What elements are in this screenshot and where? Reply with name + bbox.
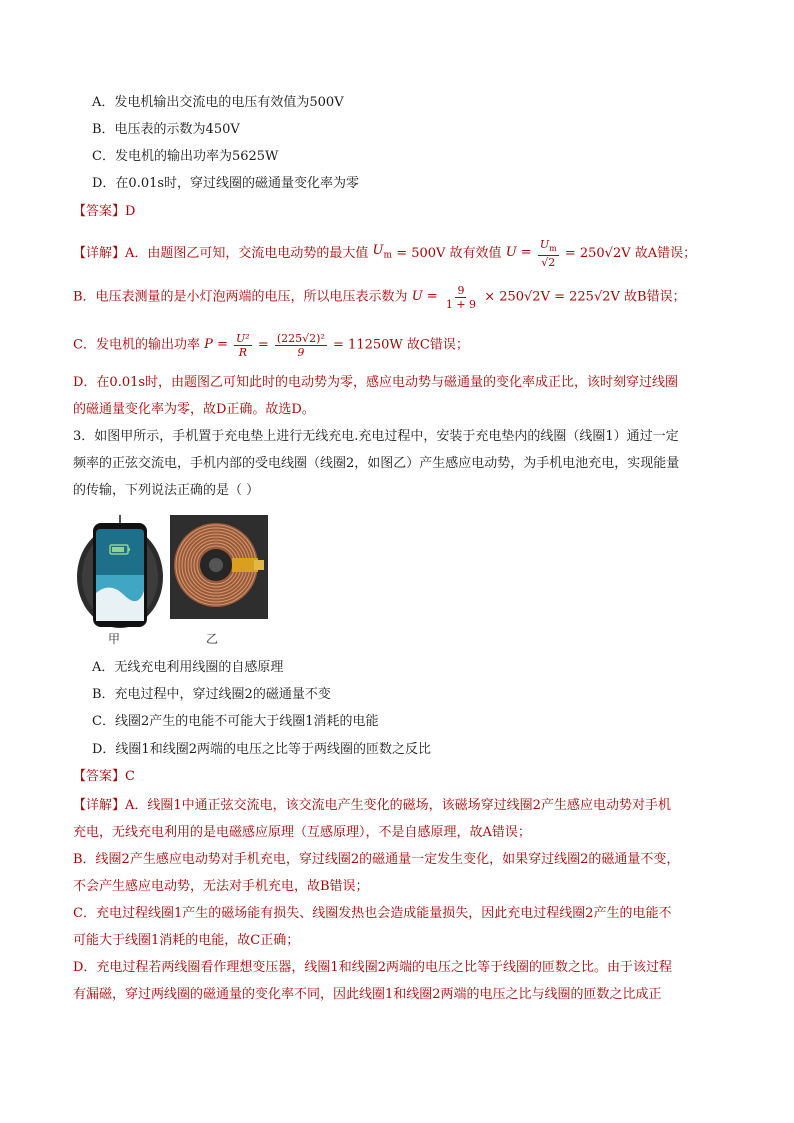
detail-a-val: = 500V 故有效值 — [396, 245, 502, 261]
q3-stem-line3: 的传输，下列说法正确的是（ ） — [73, 483, 260, 498]
q3-detail-line3: B．线圈2产生感应电动势对手机充电，穿过线圈2的磁通量一定发生变化，如果穿过线圈2的磁通量不变， — [73, 852, 680, 867]
frac-den: 9 — [297, 345, 305, 359]
um-sub: m — [383, 250, 393, 261]
detail-a-text: A．由题图乙可知，交流电电动势的最大值 — [125, 245, 369, 261]
q3-detail-line8: 有漏磁，穿过两线圈的磁通量的变化率不同，因此线圈1和线圈2两端的电压之比与线圈的匝数之比成正 — [73, 987, 662, 1002]
q3-stem-line2: 频率的正弦交流电，手机内部的受电线圈（线圈2，如图乙）产生感应电动势，为手机电池充电，实现能量 — [73, 456, 680, 471]
frac-den: R — [238, 345, 247, 359]
q2-option-c: C．发电机的输出功率为5625W — [92, 149, 279, 164]
detail-b-text: B．电压表测量的是小灯泡两端的电压，所以电压表示数为 — [73, 289, 408, 305]
q2-detail-d-line2: 的磁通量变化率为零，故D正确。故选D。 — [73, 402, 315, 417]
answer-tag: 【答案】 — [73, 769, 126, 784]
detail-tag: 【详解】 — [73, 245, 126, 261]
um-symbol — [373, 236, 393, 271]
q2-option-a: A．发电机输出交流电的电压有效值为500V — [92, 95, 344, 110]
q3-option-a: A．无线充电利用线圈的自感原理 — [92, 660, 284, 675]
detail-b-fraction — [444, 284, 478, 311]
detail-c-eq: = — [257, 337, 269, 353]
frac-num: U² — [236, 331, 250, 345]
frac-den: 1 + 9 — [445, 297, 477, 311]
detail-a-result: = 250√2V 故A错误； — [564, 245, 697, 261]
detail-c-fraction-1 — [234, 332, 252, 359]
q2-answer — [73, 202, 135, 222]
frac-num: (225√2)² — [276, 331, 325, 345]
detail-b-result: × 250√2V = 225√2V 故B错误； — [484, 289, 686, 305]
q3-detail-line2: 充电，无线充电利用的是电磁感应原理（互感原理），不是自感原理，故A错误； — [73, 825, 531, 840]
um-u: U — [372, 243, 384, 258]
q3-detail-line1 — [73, 796, 671, 816]
q3-detail-line7: D．充电过程若两线圈看作理想变压器，线圈1和线圈2两端的电压之比等于线圈的匝数之比。由于该过程 — [73, 960, 672, 975]
frac-num: 9 — [457, 283, 465, 297]
detail-c-lhs: P = — [204, 337, 228, 352]
figure-label-b: 乙 — [206, 632, 219, 646]
q3-option-b: B．充电过程中，穿过线圈2的磁通量不变 — [92, 687, 331, 702]
frac-den: √2 — [541, 255, 556, 269]
q3-detail-line4: 不会产生感应电动势，无法对手机充电，故B错误； — [73, 879, 369, 894]
q2-detail-b — [73, 282, 686, 313]
detail-c-result: = 11250W 故C错误； — [333, 337, 469, 353]
q2-detail-d-line1: D．在0.01s时，由题图乙可知此时的电动势为零，感应电动势与磁通量的变化率成正比，该时刻穿过线圈 — [73, 375, 679, 390]
answer-tag: 【答案】 — [73, 204, 126, 219]
q2-option-b: B．电压表的示数为450V — [92, 122, 240, 137]
q2-detail-a — [73, 236, 696, 271]
q3-detail-line5: C．充电过程线圈1产生的磁场能有损失、线圈发热也会造成能量损失，因此充电过程线圈2产生的电能不 — [73, 906, 672, 921]
detail-a-lhs: U = — [505, 245, 532, 261]
detail-c-text: C．发电机的输出功率 — [73, 337, 200, 353]
answer-value: C — [125, 769, 135, 784]
detail-tag: 【详解】 — [73, 798, 126, 813]
q3-stem-line1: 3．如图甲所示，手机置于充电垫上进行无线充电.充电过程中，安装于充电垫内的线圈（线圈1）通过一定 — [73, 429, 679, 444]
q3-option-d: D．线圈1和线圈2两端的电压之比等于两线圈的匝数之反比 — [92, 742, 431, 757]
q3-answer — [73, 767, 135, 787]
frac-num-sub: m — [549, 243, 557, 253]
receiver-coil-image — [170, 515, 268, 619]
detail-a-fraction — [538, 238, 559, 269]
q2-option-d: D．在0.01s时，穿过线圈的磁通量变化率为零 — [92, 176, 360, 191]
q3-option-c: C．线圈2产生的电能不可能大于线圈1消耗的电能 — [92, 714, 379, 729]
phone-on-charger-image — [76, 515, 164, 630]
detail-c-fraction-2 — [275, 332, 327, 359]
q3-detail-line6: 可能大于线圈1消耗的电能，故C正确； — [73, 933, 300, 948]
answer-value: D — [125, 204, 136, 219]
frac-num: U — [539, 237, 550, 251]
detail-text: A．线圈1中通正弦交流电，该交流电产生变化的磁场，该磁场穿过线圈2产生感应电动势对手机 — [125, 798, 671, 813]
figure-label-a: 甲 — [108, 632, 121, 646]
q2-detail-c — [73, 330, 469, 361]
detail-b-lhs: U = — [411, 289, 438, 304]
